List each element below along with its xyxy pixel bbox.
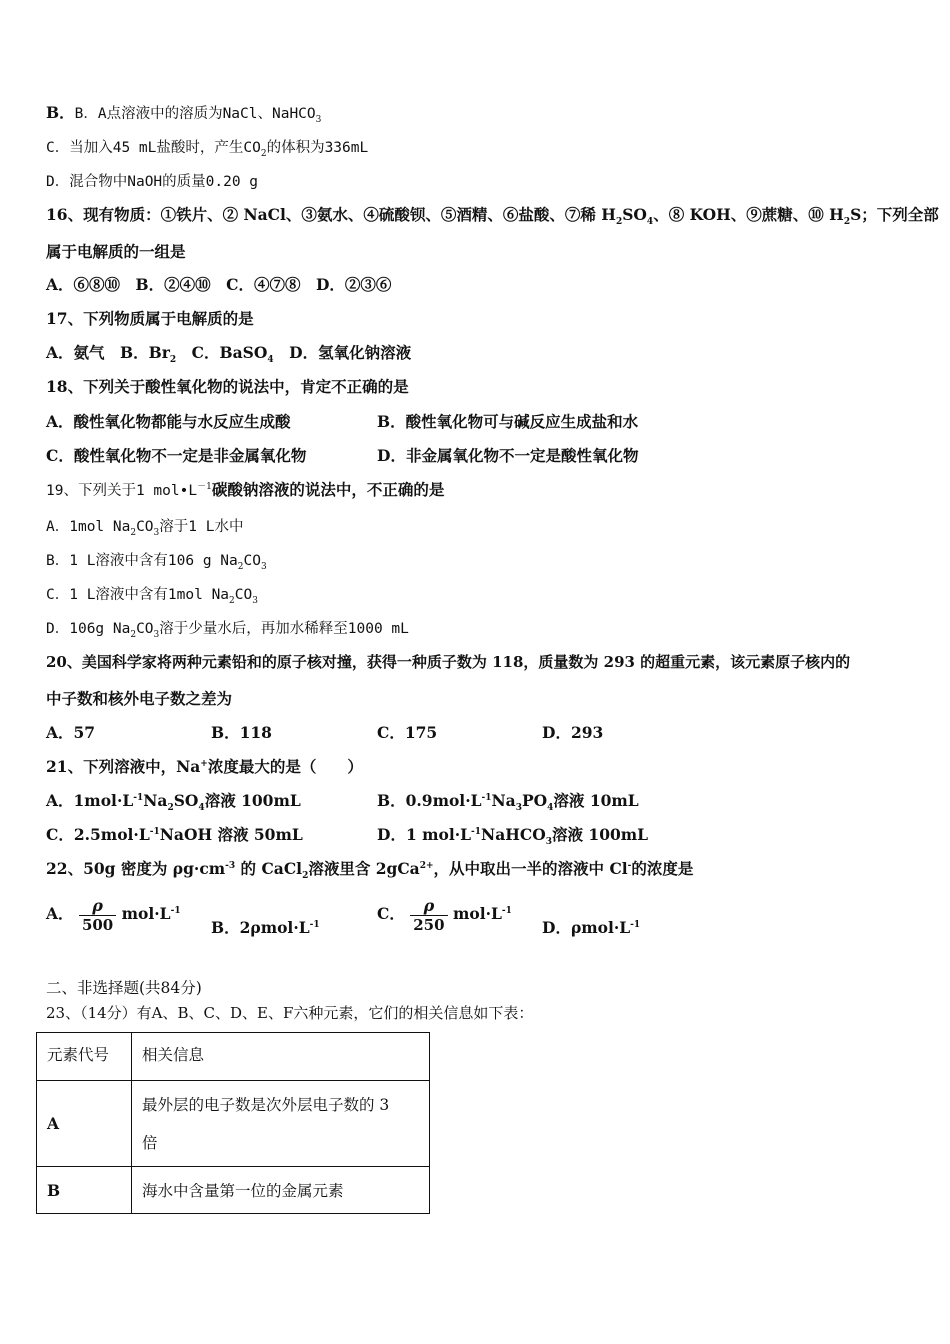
- q22-option-c: C． $\frac{\rho}{250}$ $mol\cdot L^{-1}$: [377, 895, 512, 934]
- q22-option-d: D．$\rho mol\cdot L^{-1}$: [542, 918, 641, 937]
- q22-option-b: B．$2\rho mol\cdot L^{-1}$: [211, 918, 320, 937]
- q19-option-d: D．106g $Na_2CO_3$溶于少量水后，再加水稀释至1000 mL: [46, 621, 409, 641]
- q16-stem-line2: 属于电解质的一组是: [46, 242, 186, 261]
- table-header-row: [37, 1033, 430, 1081]
- q21-stem: 21、下列溶液中，Na+浓度最大的是（ ）: [46, 757, 363, 776]
- q20-option-b: B．118: [211, 723, 272, 742]
- section-2-title: 二、非选择题(共84分): [46, 979, 202, 997]
- q20-stem: 20、美国科学家将两种元素铅和的原子核对撞，获得一种质子数为 118，质量数为 293 的超重元素，该元素原子核内的: [46, 653, 851, 671]
- q20-option-c: C．175: [377, 723, 438, 742]
- q18-option-a: A．酸性氧化物都能与水反应生成酸: [46, 412, 291, 431]
- q21-option-b: B．$0.9mol\cdot L^{-1}Na_3PO_4$溶液 10mL: [377, 791, 639, 814]
- q17-options: A．氨气 B．$Br_2$ C．BaSO$_4$ D．氢氧化钠溶液: [46, 343, 412, 366]
- q15-option-c: C．当加入45 mL盐酸时，产生$CO_2$的体积为336mL: [46, 140, 369, 160]
- q22-a-fraction: $\frac{\rho}{500}$: [79, 897, 116, 934]
- table-cell-code: A: [37, 1081, 132, 1167]
- q15-option-d: D．混合物中NaOH的质量0.20 g: [46, 174, 259, 190]
- q19-option-a: A．1mol $Na_2CO_3$溶于1 L水中: [46, 519, 244, 539]
- q20-option-a: A．57: [46, 723, 96, 742]
- q21-option-a: A．$1mol\cdot L^{-1}Na_2SO_4$溶液 100mL: [46, 791, 301, 814]
- q21-option-d: D．1 $mol\cdot L^{-1}NaHCO_3$溶液 100mL: [377, 825, 649, 848]
- q19-option-c: C．1 L溶液中含有1mol $Na_2CO_3$: [46, 587, 258, 607]
- q18-stem: 18、下列关于酸性氧化物的说法中，肯定不正确的是: [46, 377, 409, 396]
- q15-b-text: B．A点溶液中的溶质为NaCl、NaHCO: [74, 106, 316, 122]
- q20-option-d: D．293: [542, 723, 604, 742]
- table-cell-info: 海水中含量第一位的金属元素: [132, 1167, 430, 1214]
- q16-stem: 16、现有物质：①铁片、② NaCl、③氨水、④硫酸钡、⑤酒精、⑥盐酸、⑦稀 $H_2SO_4$、⑧ KOH、⑨蔗糖、⑩ $H_2S$；下列全部: [46, 205, 939, 228]
- table-cell-info: 最外层的电子数是次外层电子数的 3 倍: [132, 1081, 430, 1167]
- q23-stem: 23、（14分）有A、B、C、D、E、F六种元素，它们的相关信息如下表：: [46, 1004, 534, 1022]
- q17-stem: 17、下列物质属于电解质的是: [46, 309, 254, 328]
- table-row: [37, 1167, 430, 1214]
- table-row: [37, 1081, 430, 1167]
- element-info-table: [36, 1032, 430, 1214]
- q18-option-b: B．酸性氧化物可与碱反应生成盐和水: [377, 412, 639, 431]
- q20-stem-line2: 中子数和核外电子数之差为: [46, 689, 233, 708]
- table-header-info: 相关信息: [132, 1033, 430, 1081]
- q22-c-fraction: $\frac{\rho}{250}$: [410, 897, 447, 934]
- q19-option-b: B．1 L溶液中含有106 g $Na_2CO_3$: [46, 553, 267, 573]
- table-header-code: 元素代号: [37, 1033, 132, 1081]
- table-cell-code: B: [37, 1167, 132, 1214]
- q16-options: A．⑥⑧⑩ B．②④⑩ C．④⑦⑧ D．②③⑥: [46, 275, 392, 294]
- q22-stem: 22、50g 密度为 $\rho g\cdot cm^{-3}$ 的 CaCl$_2$溶液里含 2gCa$^{2+}$，从中取出一半的溶液中 Cl-的浓度是: [46, 859, 694, 882]
- q19-stem: 19、下列关于1 $mol•L^{-1}$碳酸钠溶液的说法中，不正确的是: [46, 480, 445, 499]
- q15-option-b: B．B．A点溶液中的溶质为NaCl、NaHCO$_3$: [46, 103, 322, 126]
- q21-option-c: C．$2.5mol\cdot L^{-1}NaOH$ 溶液 50mL: [46, 825, 303, 844]
- q18-option-d: D．非金属氧化物不一定是酸性氧化物: [377, 446, 639, 465]
- q22-option-a: A． $\frac{\rho}{500}$ $mol\cdot L^{-1}$: [46, 895, 181, 934]
- q18-option-c: C．酸性氧化物不一定是非金属氧化物: [46, 446, 307, 465]
